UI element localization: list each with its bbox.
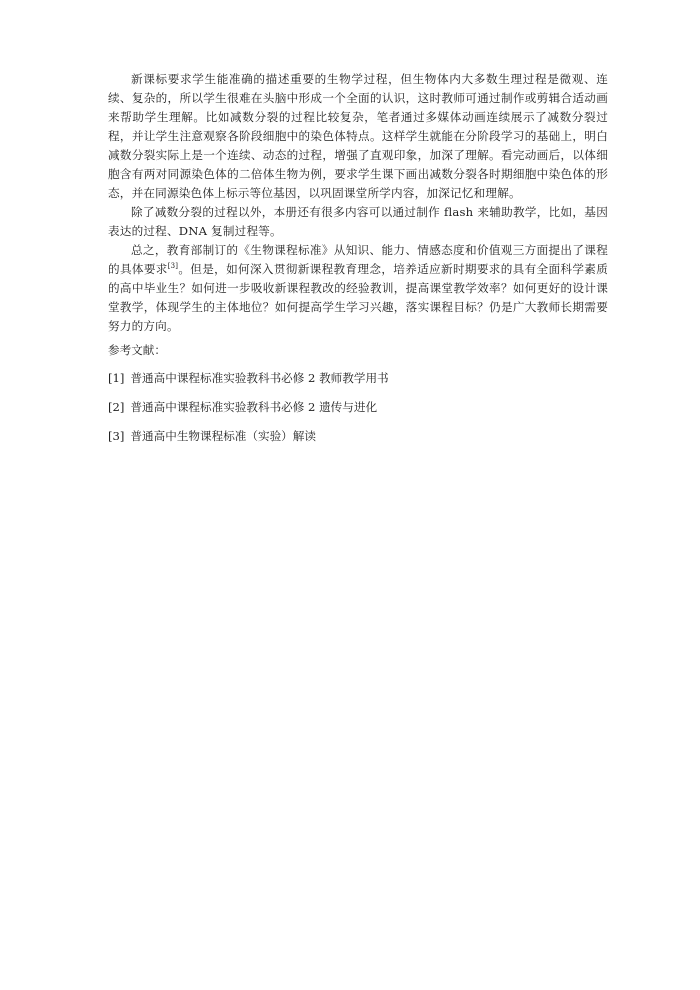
reference-text: 普通高中课程标准实验教科书必修 2 教师教学用书 bbox=[130, 371, 389, 385]
paragraph-flash-examples: 除了减数分裂的过程以外，本册还有很多内容可以通过制作 flash 来辅助教学，比如，基因表达的过程、DNA 复制过程等。 bbox=[108, 205, 608, 238]
reference-number: [1] bbox=[108, 371, 125, 385]
reference-item bbox=[108, 369, 608, 388]
references-heading: 参考文献： bbox=[108, 343, 166, 357]
reference-item bbox=[108, 398, 608, 417]
reference-text: 普通高中生物课程标准（实验）解读 bbox=[130, 429, 316, 443]
conclusion-text-before: 总之，教育部制订的《生物课程标准》从知识、能力、情感态度和价值观三方面提出了课程的具体要求 bbox=[108, 243, 608, 276]
reference-item bbox=[108, 427, 608, 446]
reference-text: 普通高中课程标准实验教科书必修 2 遗传与进化 bbox=[130, 400, 378, 414]
reference-number: [2] bbox=[108, 400, 125, 414]
paragraph-conclusion bbox=[108, 241, 608, 336]
reference-list bbox=[108, 369, 608, 446]
conclusion-text-after: 。但是，如何深入贯彻新课程教育理念，培养适应新时期要求的具有全面科学素质的高中毕业生？如何进一步吸收新课程教改的经验教训，提高课堂教学效率？如何更好的设计课堂教学，体现学生的主体地位？如何提高学生学习兴趣，落实课程目标？仍是广大教师长期需要努力的方向。 bbox=[108, 262, 608, 333]
paragraph-animation-teaching: 新课标要求学生能准确的描述重要的生物学过程，但生物体内大多数生理过程是微观、连续、复杂的，所以学生很难在头脑中形成一个全面的认识，这时教师可通过制作或剪辑合适动画来帮助学生理解。比如减数分裂的过程比较复杂，笔者通过多媒体动画连续展示了减数分裂过程，并让学生注意观察各阶段细胞中的染色体特点。这样学生就能在分阶段学习的基础上，明白减数分裂实际上是一个连续、动态的过程，增强了直观印象，加深了理解。看完动画后，以体细胞含有两对同源染色体的二倍体生物为例，要求学生课下画出减数分裂各时期细胞中染色体的形态，并在同源染色体上标示等位基因，以巩固课堂所学内容，加深记忆和理解。 bbox=[108, 72, 608, 200]
reference-number: [3] bbox=[108, 429, 125, 443]
citation-marker: [3] bbox=[167, 262, 179, 271]
document-page bbox=[108, 70, 608, 456]
